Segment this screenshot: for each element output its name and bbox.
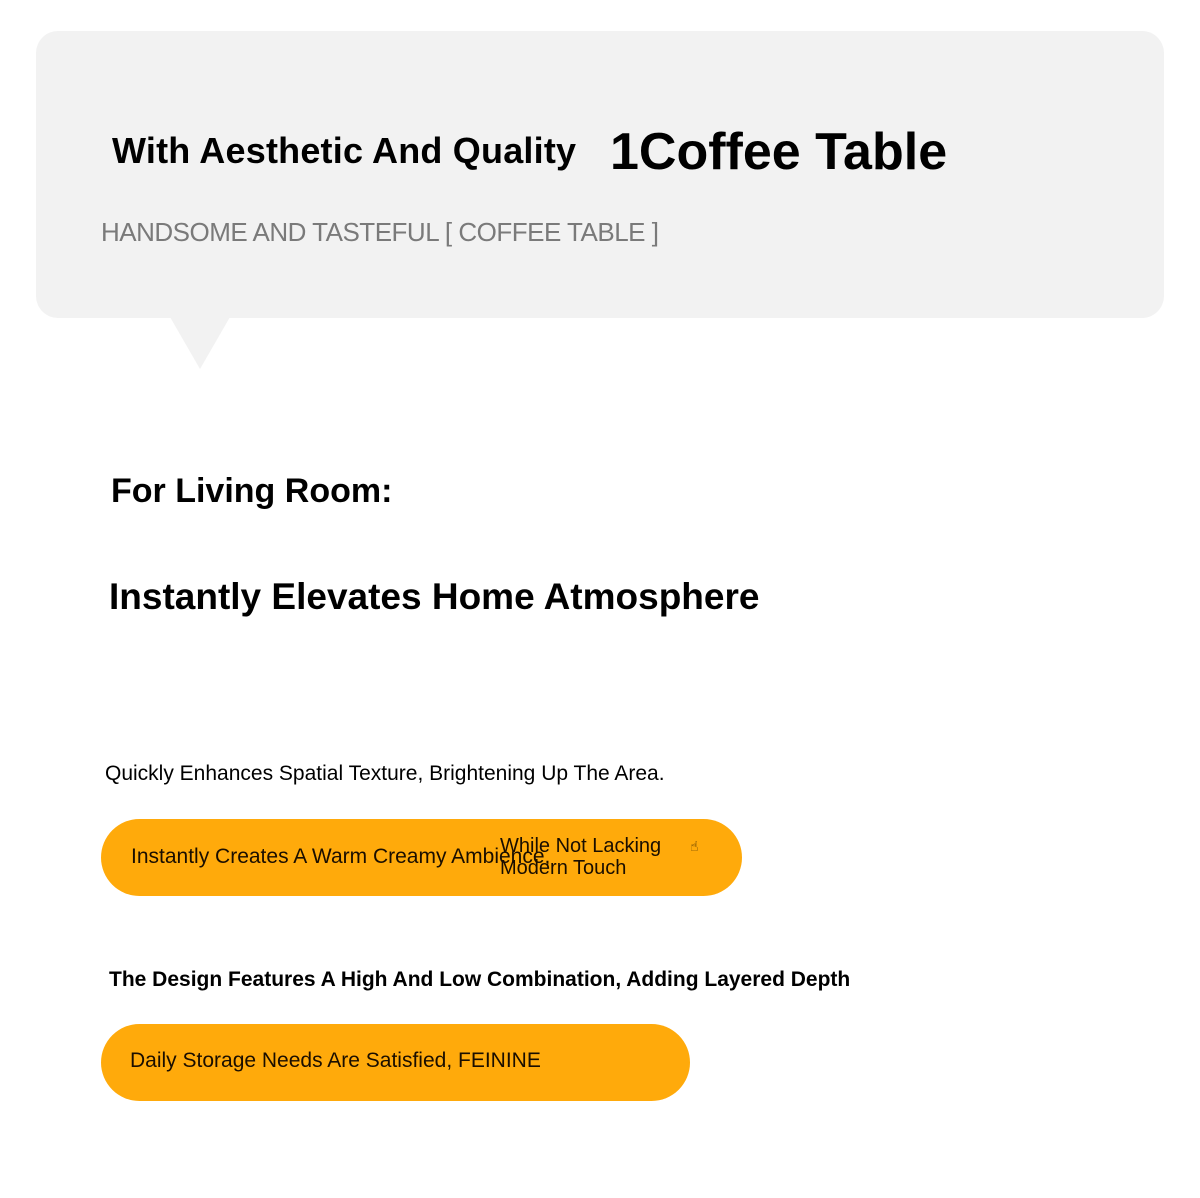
hand-pointer-icon: ☝ bbox=[690, 838, 699, 854]
feature-pill-1-text: Instantly Creates A Warm Creamy Ambience, bbox=[131, 845, 551, 868]
product-title: 1Coffee Table bbox=[610, 123, 948, 181]
feature-line-1: Quickly Enhances Spatial Texture, Brightening Up The Area. bbox=[105, 762, 665, 785]
feature-pill-1-overlay-line-2: Modern Touch bbox=[500, 857, 627, 879]
section-subheading: Instantly Elevates Home Atmosphere bbox=[109, 576, 760, 617]
product-subtitle: HANDSOME AND TASTEFUL [ COFFEE TABLE ] bbox=[101, 217, 659, 247]
feature-pill-2-text: Daily Storage Needs Are Satisfied, FEININE bbox=[130, 1049, 541, 1072]
tagline-heading: With Aesthetic And Quality bbox=[112, 130, 577, 171]
section-heading: For Living Room: bbox=[111, 472, 393, 510]
feature-line-2: The Design Features A High And Low Combination, Adding Layered Depth bbox=[109, 968, 851, 991]
speech-bubble-tail bbox=[170, 317, 230, 369]
feature-pill-1-overlay-line-1: While Not Lacking bbox=[500, 835, 662, 857]
feature-pill-1-overlay bbox=[500, 835, 661, 879]
speech-bubble-header bbox=[36, 31, 1164, 318]
